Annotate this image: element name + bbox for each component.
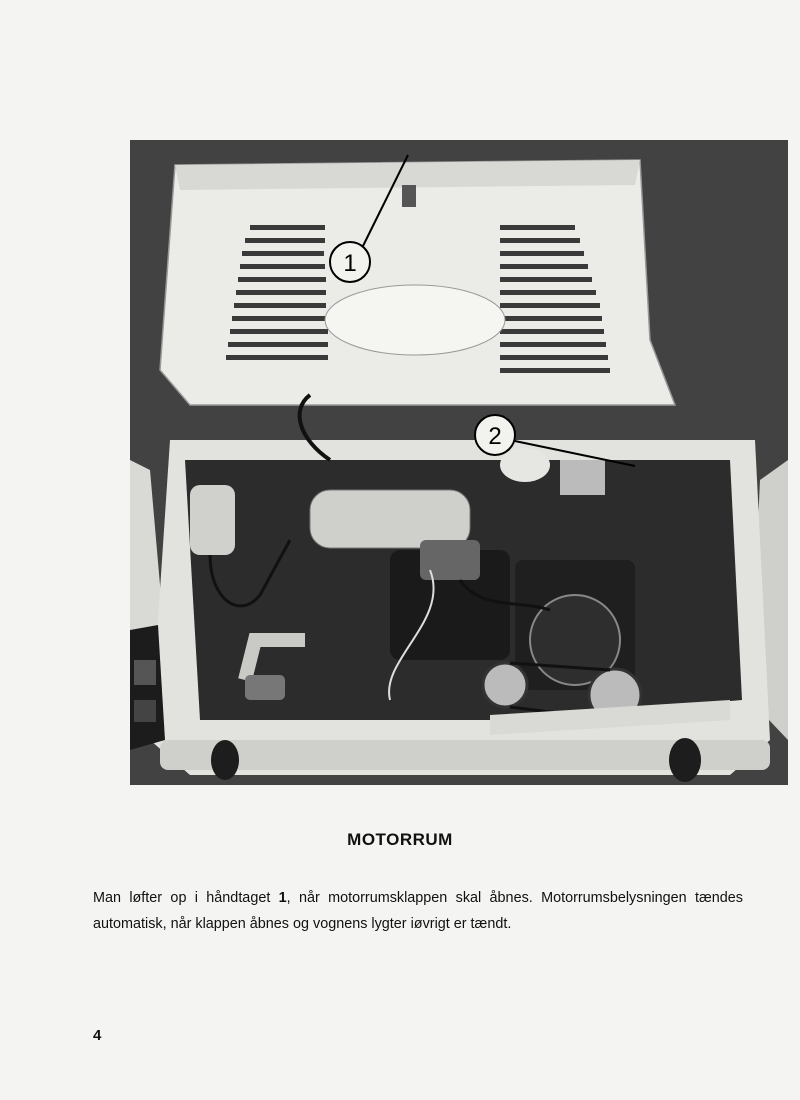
body-text-part2: , når motorrumsklappen skal åbnes. Motorrumsbelysningen tændes automatisk, når klappen åbnes og vognens lygter iøvrigt er tændt. bbox=[93, 890, 743, 932]
bleed-through-text bbox=[280, 55, 580, 95]
body-text-ref: 1 bbox=[278, 890, 287, 906]
section-heading: MOTORRUM bbox=[347, 830, 453, 849]
svg-text:1: 1 bbox=[343, 250, 357, 277]
engine-bay-photo bbox=[130, 140, 788, 785]
svg-text:2: 2 bbox=[488, 423, 502, 450]
page-number: 4 bbox=[93, 1027, 102, 1044]
body-text-part1: Man løfter op i håndtaget bbox=[93, 890, 279, 906]
lid-handle bbox=[402, 185, 416, 207]
body-paragraph bbox=[93, 885, 743, 937]
